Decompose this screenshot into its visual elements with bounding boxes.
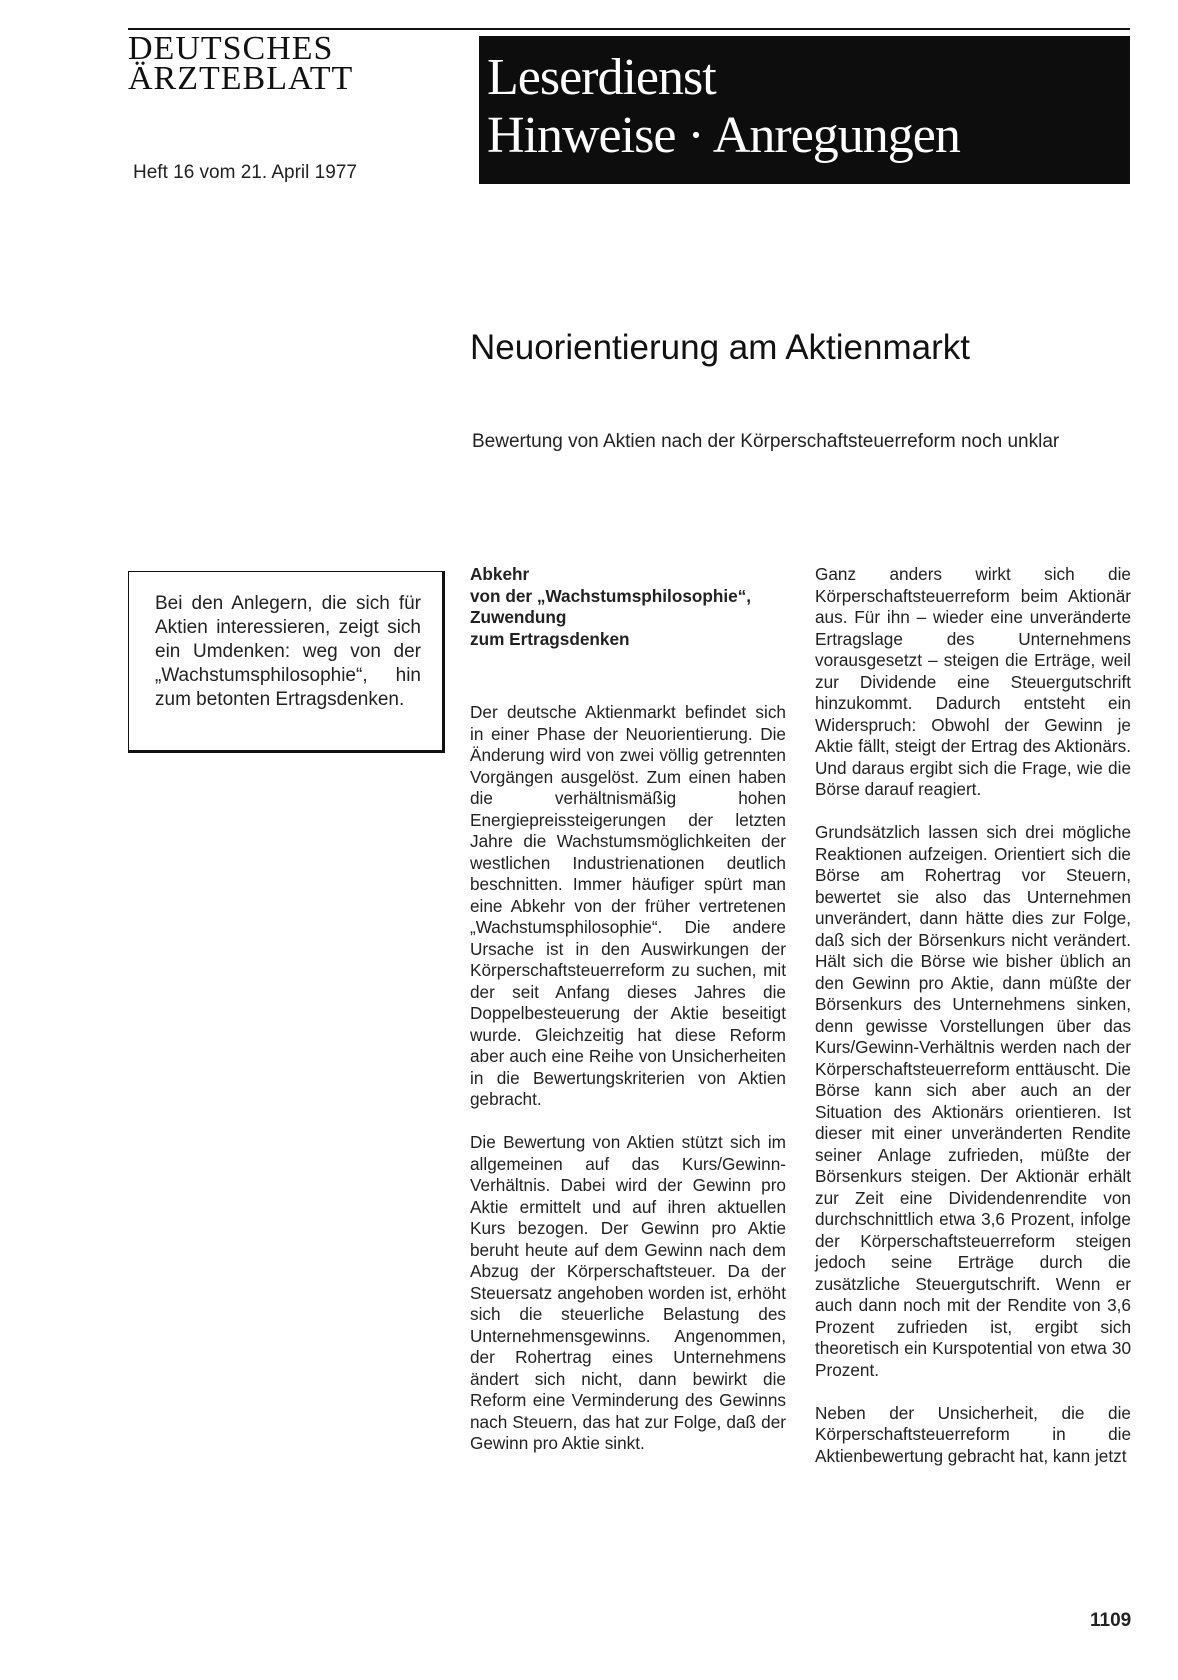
section-banner — [479, 36, 1130, 184]
paragraph: Grundsätzlich lassen sich drei mögliche Reaktionen aufzeigen. Orientiert sich die Börse am Rohertrag vor Steuern, bewertet sie also das Unternehmen unverändert, dann hätte dies zur Folge, daß sich der Börsenkurs nicht verändert. Hält sich die Börse wie bisher üblich an den Gewinn pro Aktie, dann müßte der Börsenkurs des Unternehmens sinken, denn gewisse Vorstellungen über das Kurs/Gewinn-Verhältnis werden nach der Körperschaftsteuerreform enttäuscht. Die Börse kann sich aber auch an der Situation des Aktionärs orientieren. Ist dieser mit einer unveränderten Rendite seiner Anlage zufrieden, müßte der Börsenkurs steigen. Der Aktionär erhält zur Zeit eine Dividendenrendite von durchschnittlich etwa 3,6 Prozent, infolge der Körperschaftsteuerreform steigen jedoch seine Erträge durch die zusätzliche Steuergutschrift. Wenn er auch dann noch mit der Rendite von 3,6 Prozent zufrieden ist, ergibt sich theoretisch ein Kurspotential von etwa 30 Prozent. — [815, 822, 1131, 1380]
article-subtitle: Bewertung von Aktien nach der Körperschaftsteuerreform noch unklar — [472, 431, 1060, 452]
paragraph: Neben der Unsicherheit, die die Körperschaftsteuerreform in die Aktienbewertung gebracht hat, kann jetzt — [815, 1402, 1131, 1466]
masthead-logo — [128, 30, 458, 97]
issue-date: Heft 16 vom 21. April 1977 — [133, 162, 357, 183]
article-column-2 — [815, 564, 1131, 1489]
section-banner-line-2: Hinweise · Anregungen — [487, 107, 960, 164]
section-heading-line: Zuwendung — [470, 607, 567, 627]
article-column-1 — [470, 564, 786, 1476]
teaser-box-shadow-bottom — [128, 751, 445, 753]
page-number: 1109 — [1090, 1610, 1132, 1631]
section-heading-line: von der „Wachstumsphilosophie“, — [470, 585, 752, 606]
paragraph: Ganz anders wirkt sich die Körperschaftsteuerreform beim Aktionär aus. Für ihn – wieder eine unveränderte Ertragslage des Unternehmens vorausgesetzt – steigen die Erträge, weil zur Dividende eine Steuergutschrift hinzukommt. Dadurch entsteht ein Widerspruch: Obwohl der Gewinn je Aktie fällt, steigt der Ertrag des Aktionärs. Und daraus ergibt sich die Frage, wie die Börse darauf reagiert. — [815, 564, 1131, 799]
paragraph: Die Bewertung von Aktien stützt sich im allgemeinen auf das Kurs/Gewinn-Verhältnis. Dabei wird der Gewinn pro Aktie ermittelt und auf ihren aktuellen Kurs bezogen. Der Gewinn pro Aktie beruht heute auf dem Gewinn nach dem Abzug der Körperschaftsteuer. Da der Steuersatz angehoben worden ist, erhöht sich die steuerliche Belastung des Unternehmensgewinns. Angenommen, der Rohertrag eines Unternehmens ändert sich nicht, dann bewirkt die Reform eine Verminderung des Gewinns nach Steuern, das hat zur Folge, daß der Gewinn pro Aktie sinkt. — [470, 1132, 786, 1453]
section-heading-line: zum Ertragsdenken — [470, 628, 630, 649]
masthead-line-1: DEUTSCHES — [128, 30, 334, 67]
article-title: Neuorientierung am Aktienmarkt — [470, 328, 970, 367]
teaser-text: Bei den Anlegern, die sich für Aktien interessieren, zeigt sich ein Umdenken: weg von der „Wachstumsphilosophie“, hin zum betonten Ertragsdenken. — [155, 593, 421, 710]
teaser-box — [128, 571, 443, 751]
section-heading-line: Abkehr — [470, 564, 530, 584]
paragraph: Der deutsche Aktienmarkt befindet sich in einer Phase der Neuorientierung. Die Änderung wird von zwei völlig getrennten Vorgängen ausgelöst. Zum einen haben die verhältnismäßig hohen Energiepreissteigerungen der letzten Jahre die Wachstumsmöglichkeiten der westlichen Industrienationen deutlich beschnitten. Immer häufiger spürt man eine Abkehr von der früher vertretenen „Wachstumsphilosophie“. Die andere Ursache ist in den Auswirkungen der Körperschaftsteuerreform zu suchen, mit der seit Anfang dieses Jahres die Doppelbesteuerung der Aktie beseitigt wurde. Gleichzeitig hat diese Reform aber auch eine Reihe von Unsicherheiten in die Bewertungskriterien von Aktien gebracht. — [470, 702, 786, 1109]
section-banner-line-1: Leserdienst — [487, 49, 716, 106]
section-heading — [470, 564, 786, 650]
masthead-line-2: ÄRZTEBLATT — [128, 60, 354, 97]
teaser-box-shadow — [443, 571, 445, 753]
